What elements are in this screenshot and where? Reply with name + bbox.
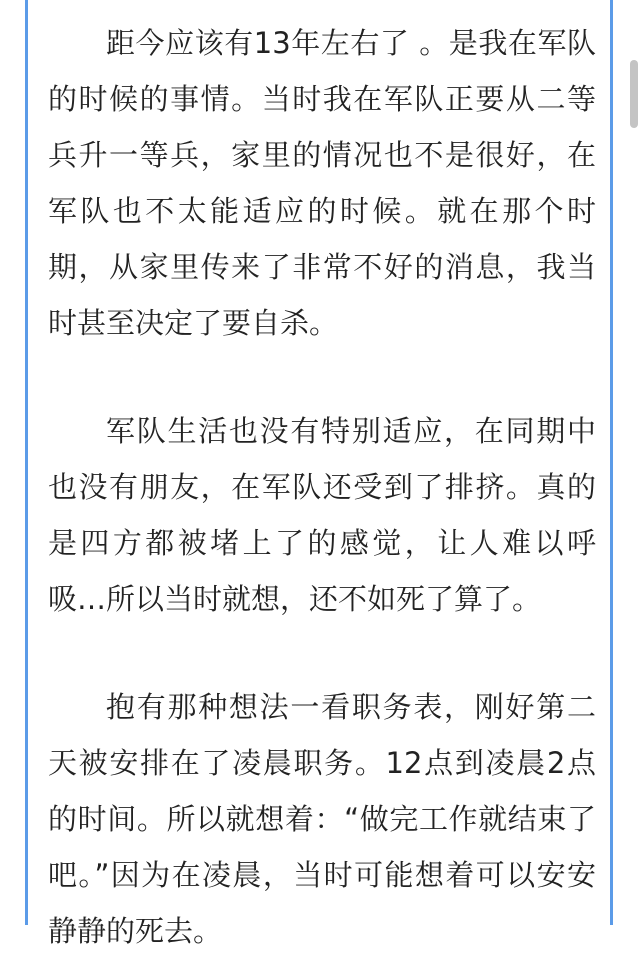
scrollbar-thumb[interactable]	[630, 60, 638, 128]
paragraph-1: 距今应该有13年左右了 。是我在军队的时候的事情。当时我在军队正要从二等兵升一等兵，家里的情况也不是很好，在军队也不太能适应的时候。就在那个时期，从家里传来了非常不好的消息，我当时甚至决定了要自杀。	[48, 26, 596, 340]
left-border-line	[25, 0, 28, 925]
right-border-line	[610, 0, 613, 925]
paragraph-2: 军队生活也没有特别适应，在同期中也没有朋友，在军队还受到了排挤。真的是四方都被堵上了的感觉，让人难以呼吸…所以当时就想，还不如死了算了。	[48, 414, 596, 616]
paragraph-3: 抱有那种想法一看职务表，刚好第二天被安排在了凌晨职务。12点到凌晨2点的时间。所以就想着：“做完工作就结束了吧。”因为在凌晨，当时可能想着可以安安静静的死去。	[48, 690, 596, 948]
article-body	[48, 15, 596, 959]
